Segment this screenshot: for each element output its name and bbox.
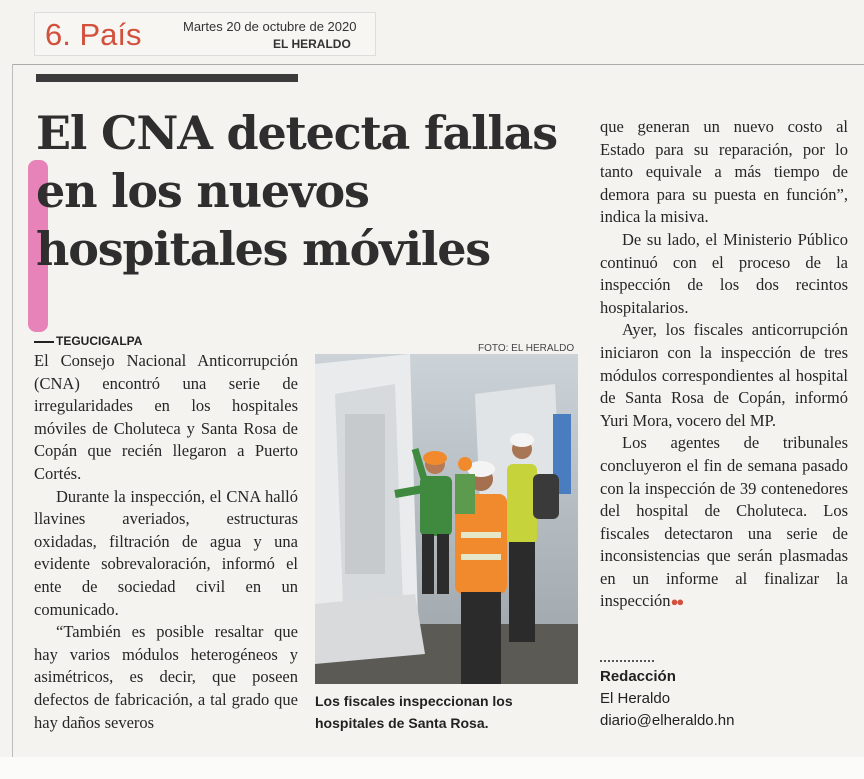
header-divider bbox=[12, 64, 864, 65]
body-paragraph: que generan un nuevo costo al Estado para su reparación, por lo tanto equivale a más tiempo de demora para su puesta en función”, indica la misiva. bbox=[600, 117, 848, 227]
byline-author: Redacción bbox=[600, 668, 676, 685]
byline-email: diario@elheraldo.hn bbox=[600, 712, 735, 729]
body-column-right bbox=[600, 116, 848, 614]
dateline bbox=[34, 334, 142, 348]
inspection-photo-illustration bbox=[315, 354, 578, 684]
photo-caption: Los fiscales inspeccionan los hospitales de Santa Rosa. bbox=[315, 693, 513, 731]
section-title: 6. País bbox=[45, 17, 142, 52]
body-paragraph: Ayer, los fiscales anticorrupción iniciaron con la inspección de tres módulos correspondientes al hospital de Santa Rosa de Copán, informó Yuri Mora, vocero del MP. bbox=[600, 320, 848, 430]
issue-date: Martes 20 de octubre de 2020 bbox=[183, 19, 357, 34]
body-paragraph: Durante la inspección, el CNA halló llavines averiados, estructuras oxidadas, filtración de agua y una evidente sobrevaloración, informó el ente de sociedad civil en un comunicado. bbox=[34, 486, 298, 619]
dateline-dash bbox=[34, 341, 54, 343]
body-paragraph: El Consejo Nacional Anticorrupción (CNA) encontró una serie de irregularidades en los hospitales móviles de Choluteca y Santa Rosa de Copán que recién llegaron a Puerto Cortés. bbox=[34, 351, 298, 483]
article-photo bbox=[315, 354, 578, 684]
page-bottom-margin bbox=[0, 757, 864, 779]
newspaper-name: EL HERALDO bbox=[273, 37, 351, 51]
closing-text: Los agentes de tribunales concluyeron el fin de semana pasado con la inspección de 39 contenedores del hospital de Choluteca. Los fiscales detectaron una serie de inconsistencias que serán plasmadas en un informe al finalizar la inspección bbox=[600, 433, 848, 611]
page-header bbox=[34, 12, 376, 56]
byline-divider bbox=[600, 660, 654, 662]
body-column-left bbox=[34, 350, 298, 734]
photo-credit: FOTO: EL HERALDO bbox=[478, 343, 575, 354]
body-paragraph: De su lado, el Ministerio Público continuó con el proceso de la inspección de los dos recintos hospitalarios. bbox=[600, 229, 848, 317]
body-paragraph: “También es posible resaltar que hay varios módulos heterogéneos y asimétricos, es decir, que poseen defectos de fabricación, a tal grado que hay daños severos bbox=[34, 622, 298, 732]
dateline-city: TEGUCIGALPA bbox=[56, 334, 143, 348]
byline-organization: El Heraldo bbox=[600, 690, 671, 707]
headline-bar bbox=[36, 74, 298, 82]
body-paragraph bbox=[600, 432, 848, 614]
headline: El CNA detecta fallas en los nuevos hospitales móviles bbox=[36, 106, 557, 276]
page-margin-rule bbox=[12, 64, 13, 757]
end-of-article-mark: ●● bbox=[670, 594, 683, 610]
